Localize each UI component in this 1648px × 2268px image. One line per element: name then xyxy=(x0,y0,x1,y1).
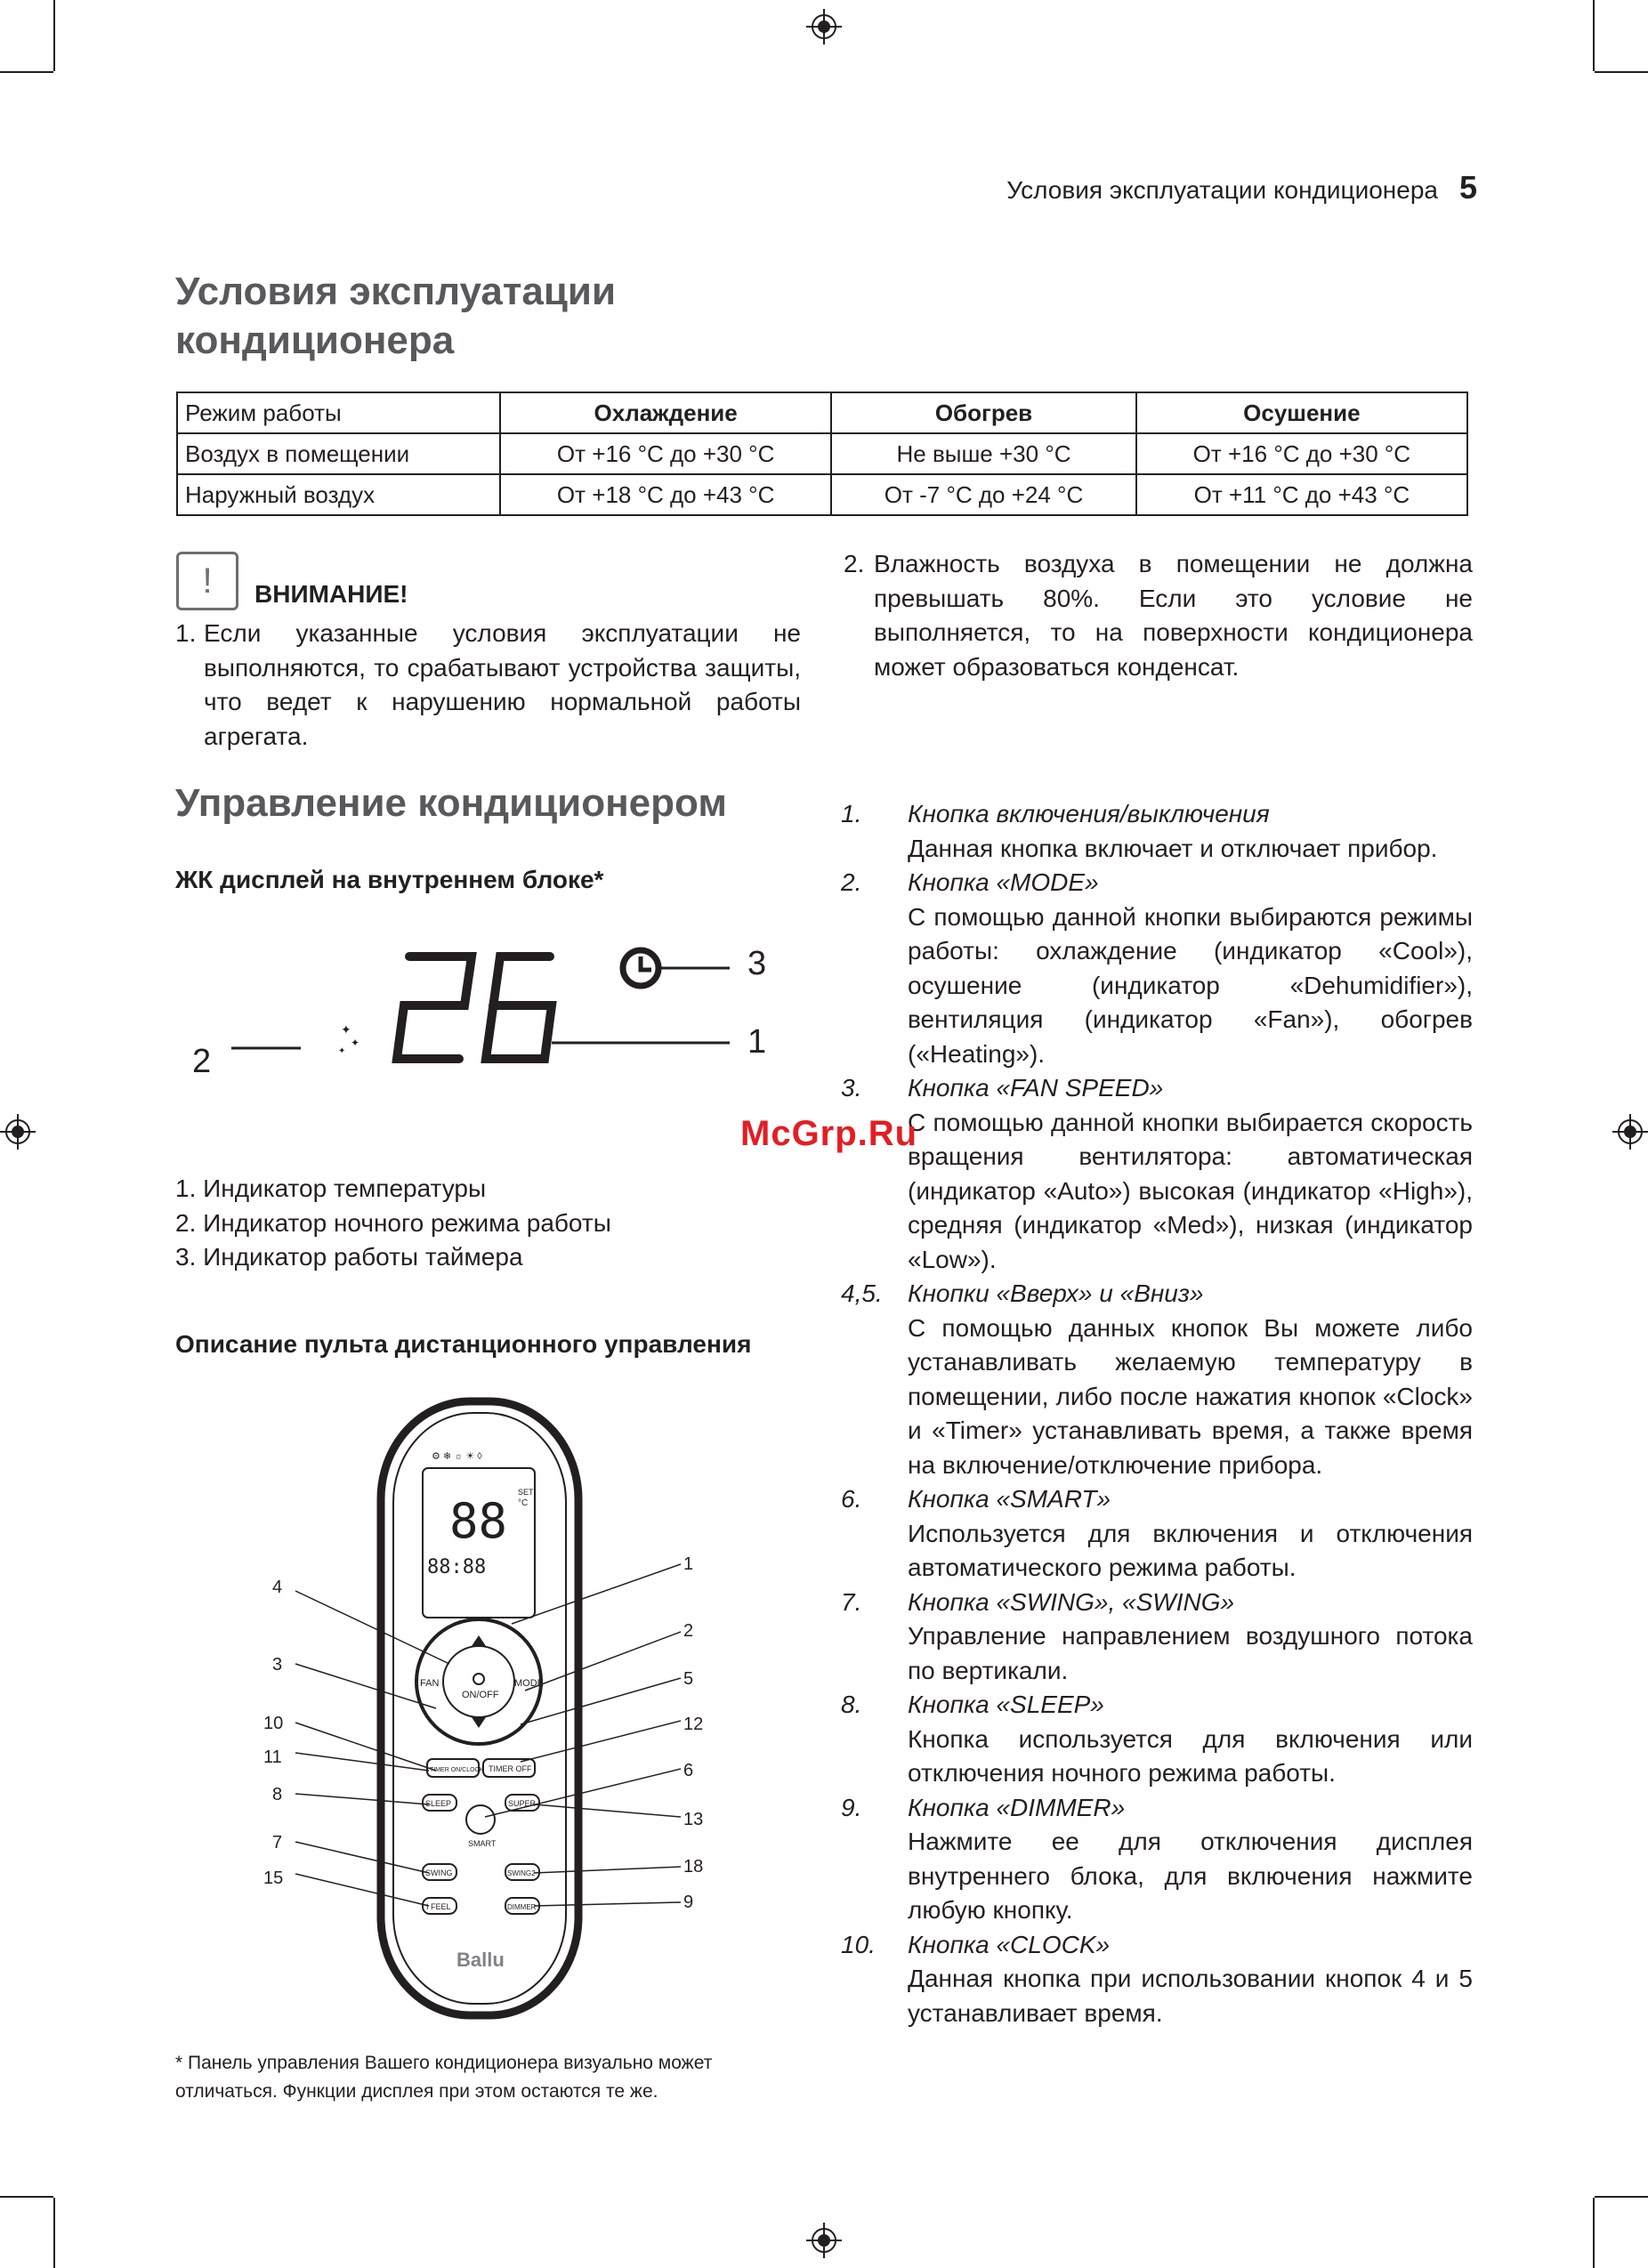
table-cell: От +16 °С до +30 °С xyxy=(1136,433,1467,474)
item-number: 1. xyxy=(175,619,197,647)
remote-callout: 8 xyxy=(272,1785,283,1804)
button-descriptions xyxy=(841,797,1473,2030)
remote-callout: 11 xyxy=(263,1747,282,1767)
crop-mark xyxy=(1593,2198,1595,2268)
table-cell: Наружный воздух xyxy=(177,474,500,515)
item-desc: Данная кнопка включает и отключает прибор. xyxy=(908,834,1438,862)
remote-onoff-label: ON/OFF xyxy=(462,1690,499,1700)
crop-mark xyxy=(53,0,55,71)
crop-mark xyxy=(0,2196,53,2198)
table-row xyxy=(177,433,1467,474)
item-title: Кнопки «Вверх» и «Вниз» xyxy=(908,1279,1204,1307)
remote-screen-time: 88:88 xyxy=(427,1556,487,1578)
svg-text:✦: ✦ xyxy=(341,1022,351,1037)
item-title: Кнопка «MODE» xyxy=(908,868,1099,896)
item-title: Кнопка «SLEEP» xyxy=(908,1691,1104,1718)
remote-callout: 5 xyxy=(683,1669,694,1689)
list-item xyxy=(841,866,1473,1071)
remote-callout: 4 xyxy=(272,1578,283,1597)
svg-text:✦: ✦ xyxy=(338,1046,346,1056)
remote-callout: 2 xyxy=(683,1621,694,1641)
crop-mark xyxy=(1595,2196,1648,2198)
remote-swing2-label: SWING2 xyxy=(507,1869,536,1877)
item-number: 2. xyxy=(841,868,862,896)
footnote: * Панель управления Вашего кондиционера визуально может отличаться. Функции дисплея при этом остаются те же. xyxy=(175,2053,713,2102)
warning-title: ВНИМАНИЕ! xyxy=(254,580,408,608)
remote-timer-off-label: TIMER OFF xyxy=(489,1764,532,1773)
item-number: 2. xyxy=(844,550,865,577)
item-desc: Кнопка используется для включения или отключения ночного режима работы. xyxy=(908,1724,1473,1787)
item-title: Кнопка «FAN SPEED» xyxy=(908,1074,1164,1102)
list-item xyxy=(841,1688,1473,1791)
conditions-table xyxy=(176,391,1468,516)
remote-mode-label: MODE xyxy=(514,1678,544,1689)
remote-fan-label: FAN xyxy=(420,1678,440,1689)
remote-callout: 10 xyxy=(263,1714,284,1733)
indicator-list xyxy=(175,1172,611,1275)
display-subtitle: ЖК дисплей на внутреннем блоке* xyxy=(175,866,604,893)
crop-mark xyxy=(1595,71,1648,73)
item-title: Кнопка включения/выключения xyxy=(908,800,1270,827)
lcd-digit-6-icon xyxy=(486,956,552,1059)
remote-callout: 15 xyxy=(263,1868,284,1888)
registration-mark-icon xyxy=(1612,1114,1648,1150)
warning-item-1 xyxy=(175,617,801,754)
lcd-callout-3: 3 xyxy=(747,945,767,982)
lcd-callout-2: 2 xyxy=(192,1043,212,1080)
remote-super-label: SUPER xyxy=(508,1799,537,1808)
list-item: 3. Индикатор работы таймера xyxy=(175,1243,523,1271)
list-item: 2. Индикатор ночного режима работы xyxy=(175,1208,611,1237)
timer-clock-icon xyxy=(623,950,730,986)
crop-mark xyxy=(0,71,53,73)
crop-mark xyxy=(1593,0,1595,71)
section-title-conditions: Условия эксплуатации кондиционера xyxy=(175,270,616,362)
svg-text:✦: ✦ xyxy=(351,1037,360,1049)
remote-callout: 18 xyxy=(683,1857,704,1877)
registration-mark-icon xyxy=(806,2223,842,2258)
lcd-callout-1: 1 xyxy=(747,1023,767,1061)
table-cell: От -7 °С до +24 °С xyxy=(831,474,1135,515)
table-header-cell: Охлаждение xyxy=(500,392,831,433)
remote-smart-label: SMART xyxy=(468,1839,497,1848)
item-desc: Управление направлением воздушного потока по вертикали. xyxy=(908,1622,1473,1684)
indoor-lcd-illustration xyxy=(178,934,801,1103)
table-cell: Воздух в помещении xyxy=(177,433,500,474)
list-item xyxy=(841,1482,1473,1586)
item-text: Влажность воздуха в помещении не должна превышать 80%. Если это условие не выполняется, то на поверхности кондиционера может образоваться конденсат. xyxy=(874,550,1473,681)
registration-mark-icon xyxy=(806,9,842,44)
section-title-control: Управление кондиционером xyxy=(175,781,727,825)
item-title: Кнопка «DIMMER» xyxy=(908,1793,1126,1821)
remote-sleep-label: SLEEP xyxy=(425,1799,452,1808)
watermark: McGrp.Ru xyxy=(740,1114,918,1153)
remote-subtitle: Описание пульта дистанционного управления xyxy=(175,1330,752,1358)
page-number: 5 xyxy=(1458,169,1477,206)
table-cell: Не выше +30 °С xyxy=(831,433,1135,474)
item-number: 1. xyxy=(841,800,862,827)
list-item: 1. Индикатор температуры xyxy=(175,1174,487,1202)
table-cell: От +11 °С до +43 °С xyxy=(1136,474,1467,515)
brand-logo: Ballu xyxy=(456,1949,505,1971)
remote-ifeel-label: I FEEL xyxy=(426,1902,451,1911)
item-number: 3. xyxy=(841,1074,862,1102)
item-desc: Нажмите ее для отключения дисплея внутреннего блока, для включения нажмите любую кнопку. xyxy=(908,1828,1473,1924)
item-number: 9. xyxy=(841,1793,862,1821)
item-desc: С помощью данной кнопки выбираются режимы работы: охлаждение (индикатор «Cool»), осушение (индикатор «Dehumidifier»), вентиляция (индикатор «Fan»), обогрев («Heating»). xyxy=(908,902,1473,1068)
remote-callout: 7 xyxy=(272,1833,283,1852)
crop-mark xyxy=(53,2198,55,2268)
running-title: Условия эксплуатации кондиционера xyxy=(1006,176,1438,204)
list-item xyxy=(841,1586,1473,1689)
item-number: 4,5. xyxy=(841,1279,883,1307)
remote-unit-label: °C xyxy=(518,1498,529,1508)
mode-icons: ⚙ ❄ ☼ ☀ ◊ xyxy=(432,1451,482,1462)
running-header xyxy=(801,169,1477,206)
remote-callout: 12 xyxy=(683,1715,704,1734)
item-number: 6. xyxy=(841,1485,862,1513)
item-number: 8. xyxy=(841,1691,862,1718)
list-item xyxy=(841,797,1473,866)
warning-icon: ! xyxy=(176,552,238,610)
item-desc: С помощью данных кнопок Вы можете либо устанавливать желаемую температуру в помещении, либо после нажатия кнопок «Clock» и «Timer» устанавливать время, а также время на включение/отключение прибора. xyxy=(908,1313,1473,1479)
table-cell: От +16 °С до +30 °С xyxy=(500,433,831,474)
table-header-cell: Осушение xyxy=(1136,392,1467,433)
remote-callout: 3 xyxy=(272,1655,283,1675)
warning-item-2 xyxy=(844,547,1473,684)
item-title: Кнопка «SMART» xyxy=(908,1485,1111,1513)
remote-timer-on-label: TIMER ON/CLOCK xyxy=(430,1767,484,1773)
item-title: Кнопка «SWING», «SWING» xyxy=(908,1587,1235,1616)
registration-mark-icon xyxy=(0,1114,36,1150)
table-header-cell: Обогрев xyxy=(831,392,1135,433)
remote-callout: 1 xyxy=(683,1554,694,1574)
item-number: 7. xyxy=(841,1587,862,1616)
list-item xyxy=(841,1071,1473,1277)
lcd-digit-2-icon xyxy=(397,956,472,1059)
night-mode-icon xyxy=(318,1022,359,1061)
remote-callout: 13 xyxy=(683,1810,704,1829)
item-desc: Данная кнопка при использовании кнопок 4 и 5 устанавливает время. xyxy=(908,1965,1473,2027)
list-item xyxy=(841,1928,1473,2031)
table-header-cell: Режим работы xyxy=(177,392,500,433)
remote-screen-digits: 88 xyxy=(449,1493,508,1549)
item-desc: С помощью данной кнопки выбирается скорость вращения вентилятора: автоматическая (индикатор «Auto») высокая (индикатор «High»), средняя (индикатор «Med»), низкая (индикатор «Low»). xyxy=(908,1108,1473,1273)
remote-set-label: SET xyxy=(518,1488,534,1497)
list-item xyxy=(841,1791,1473,1928)
item-title: Кнопка «CLOCK» xyxy=(908,1930,1111,1958)
table-cell: От +18 °С до +43 °С xyxy=(500,474,831,515)
list-item xyxy=(841,1277,1473,1482)
table-header-row xyxy=(177,392,1467,433)
remote-dimmer-label: DIMMER xyxy=(507,1903,537,1911)
table-row xyxy=(177,474,1467,515)
remote-callout: 9 xyxy=(683,1893,694,1912)
item-number: 10. xyxy=(841,1930,876,1958)
item-text: Если указанные условия эксплуатации не выполняются, то срабатывают устройства защиты, что ведет к нарушению нормальной работы агрегата. xyxy=(204,619,801,750)
remote-callout: 6 xyxy=(683,1761,694,1780)
item-desc: Используется для включения и отключения автоматического режима работы. xyxy=(908,1519,1473,1581)
remote-swing-label: SWING xyxy=(425,1868,453,1877)
